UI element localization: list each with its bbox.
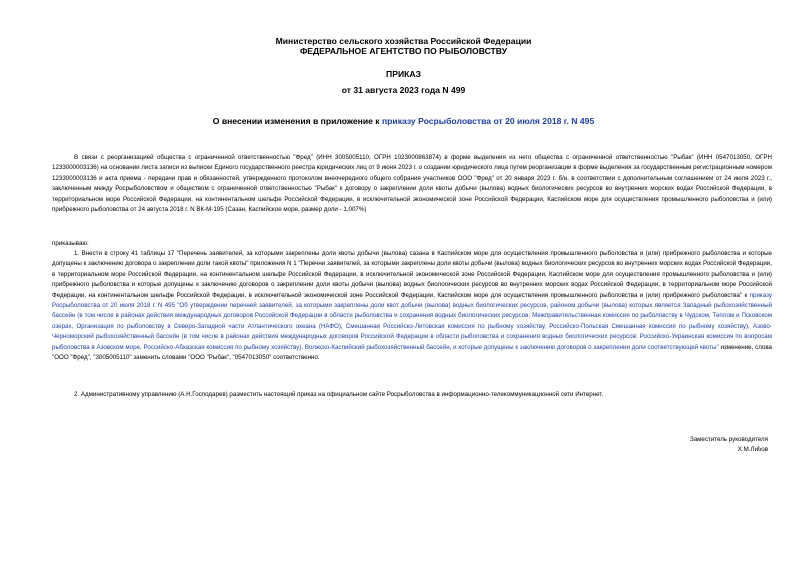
signature-block xyxy=(690,435,768,456)
title-order-link[interactable]: приказу Росрыболовства от 20 июля 2018 г. N 495 xyxy=(381,116,595,126)
item-2-paragraph: 2. Административному управлению (А.Н.Господарев) разместить настоящий приказ на официальном сайте Росрыболовства в информационно-телекоммуникационной сети Интернет. xyxy=(74,391,604,398)
title-prefix: О внесении изменения в приложение к xyxy=(212,116,382,126)
item-1-paragraph xyxy=(52,249,772,363)
document-title xyxy=(0,116,807,126)
document-type: ПРИКАЗ xyxy=(386,69,421,79)
ministry-name: Министерство сельского хозяйства Российской Федерации xyxy=(275,36,532,46)
item-1-text: 1. Внести в строку 41 таблицы 17 "Перечень заявителей, за которыми закреплены доли квоты добычи (вылова) сазана в Каспийском море для осуществления промышленного рыболовства и (или) прибрежного рыболовства и которые допущены к заключению договора о закреплении доли такой квоты" приложения N 1 "Перечни заявителей, за которыми закреплены доли квоты добычи (вылова) водных биологических ресурсов во внутренних морских водах Российской Федерации, в территориальном море Российской Федерации, на континентальном шельфе Российской Федерации, в исключительной экономической зоне Российской Федерации, Каспийском море для осуществления промышленного рыболовства и (или) прибрежного рыболовства и которые допущены к заключению договоров о закреплении доли квоты добычи (вылова) водных биологических ресурсов во внутренних морских водах Российской Федерации, в территориальном море Российской Федерации, на континентальном шельфе Российской Федерации, в исключительной экономической зоне Российской Федерации, Каспийском море для осуществления промышленного рыболовства и (или) прибрежного рыболовства" к xyxy=(52,250,772,299)
item-1-order-link[interactable]: приказу Росрыболовства от 20 июля 2018 г. N 495 "Об утверждении перечней заявителей, за которыми закреплены доли квот добычи (вылова) водных биологических ресурсов, районом добычи (вылова) которых является Западный рыбохозяйственный бассейн (в том числе в районах действия международных договоров Российской Федерации в области рыболовства и сохранения водных биологических ресурсов: Межправительственная комиссия по рыболовству в Чудском, Теплом и Псковском озерах, Организация по рыболовству в Северо-Западной части Атлантического океана (НАФО), Смешанная Российско-Литовская комиссия по рыбному хозяйству, Российско-Польская Смешанная комиссия по рыбному хозяйству), Азово-Черноморский рыбохозяйственный бассейн (в том числе в районах действия международных договоров Российской Федерации в области рыболовства и сохранения водных биологических ресурсов: Российско-Украинская комиссия по вопросам рыболовства в Азовском море, Российско-Абхазская комиссия по рыбному хозяйству), Волжско-Каспийский рыбохозяйственный бассейн, и которые допущены к заключению договоров о закреплении доли соответствующей квоты" xyxy=(52,291,772,351)
signatory-position: Заместитель руководителя xyxy=(689,436,768,443)
signatory-name: Х.М.Лиხов xyxy=(737,446,768,454)
agency-name: ФЕДЕРАЛЬНОЕ АГЕНТСТВО ПО РЫБОЛОВСТВУ xyxy=(299,46,508,56)
document-date: от 31 августа 2023 года N 499 xyxy=(341,85,466,95)
intro-paragraph: В связи с реорганизацией общества с ограниченной ответственностью "Фред" (ИНН 3005005110, ОГРН 1023000863874) в форме выделения из него общества с ограниченной ответственностью "Рыбак" (ИНН 0547013050, ОГРН 1233000003136) на основании листа записи из выписки Единого государственного реестра юридических лиц от 9 июня 2023 г. о создании юридического лица путем реорганизации в форме выделения за государственным регистрационным номером 1233000003136 и акта приема - передачи прав и обязанностей, утвержденного протоколом внеочередного общего собрания участников ООО "Фред" от 20 января 2023 г. б/н, в соответствии с дополнительным соглашением от 24 июля 2023 г., заключенным между Росрыболовством и обществом с ограниченной ответственностью "Рыбак" к договору о закреплении доли квоты добычи (вылова) водных биологических ресурсов во внутренних морских водах Российской Федерации, в территориальном море Российской Федерации, на континентальном шельфе Российской Федерации, в исключительной экономической зоне Российской Федерации, Каспийском море для осуществления промышленного рыболовства и (или) прибрежного рыболовства от 24 августа 2018 г. N ВК-М-195 (Сазан, Каспийское море, размер доли - 1,007%) xyxy=(52,154,772,214)
ordered-line: приказываю: xyxy=(52,240,89,247)
item-1-text-end: изменение, слова "ООО "Фред", "3005005110" заменить словами "ООО "Рыбак", "0547013050" соответственно. xyxy=(52,343,772,362)
